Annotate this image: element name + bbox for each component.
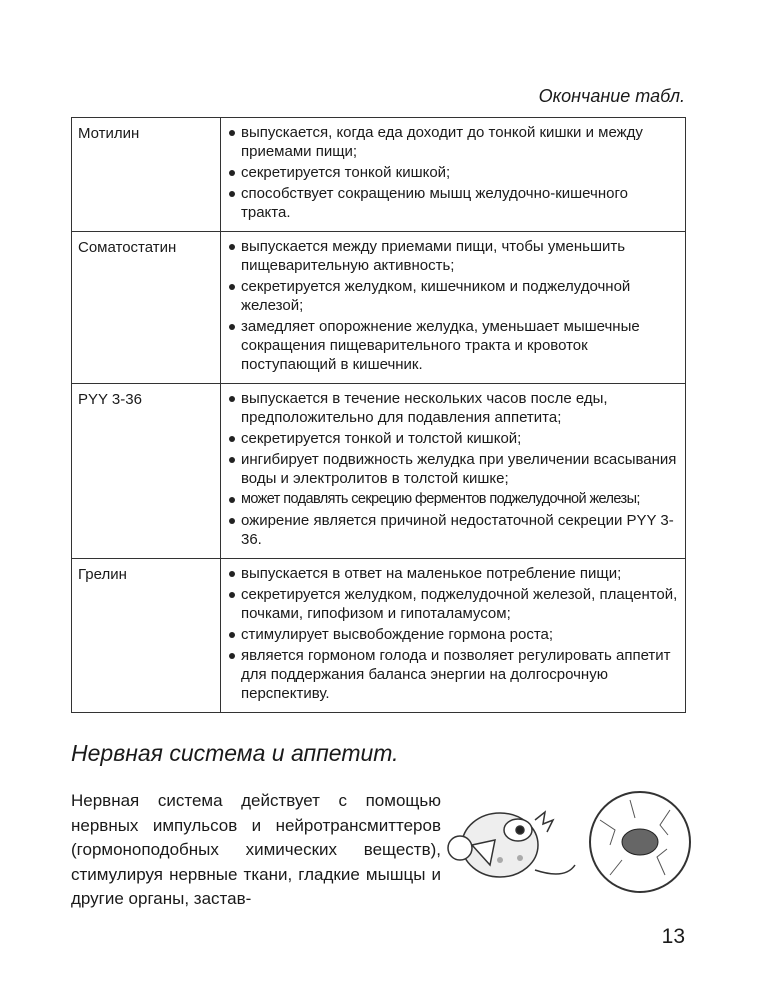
monster-illustration — [448, 812, 575, 877]
section-heading: Нервная система и аппетит. — [71, 740, 399, 766]
table-row — [72, 118, 686, 232]
list-item: выпускается, когда еда доходит до тонкой кишки и между приемами пищи; — [227, 123, 679, 161]
list-item: выпускается в ответ на маленькое потребление пищи; — [227, 564, 679, 583]
illustrations — [440, 790, 700, 905]
table-row — [72, 232, 686, 384]
list-item: ожирение является причиной недостаточной секреции PYY 3-36. — [227, 511, 679, 549]
hormone-description — [221, 384, 686, 559]
hormone-description — [221, 232, 686, 384]
list-item: секретируется желудком, поджелудочной железой, плацентой, почками, гипофизом и гипоталамусом; — [227, 585, 679, 623]
hormone-name: Грелин — [72, 559, 221, 713]
body-paragraph: Нервная система действует с помощью нервных импульсов и нейротрансмиттеров (гормоноподобных химических веществ), стимулируя нервные ткани, гладкие мышцы и другие органы, застав- — [71, 791, 441, 908]
list-item: является гормоном голода и позволяет регулировать аппетит для поддержания баланса энергии на долгосрочную перспективу. — [227, 646, 679, 703]
hormone-description — [221, 559, 686, 713]
hormone-name: Соматостатин — [72, 232, 221, 384]
list-item: секретируется желудком, кишечником и поджелудочной железой; — [227, 277, 679, 315]
hormone-description — [221, 118, 686, 232]
hormone-name: PYY 3-36 — [72, 384, 221, 559]
list-item: может подавлять секрецию ферментов поджелудочной железы; — [227, 490, 679, 509]
table-row — [72, 384, 686, 559]
list-item: стимулирует высвобождение гормона роста; — [227, 625, 679, 644]
list-item: выпускается между приемами пищи, чтобы уменьшить пищеварительную активность; — [227, 237, 679, 275]
list-item: секретируется тонкой и толстой кишкой; — [227, 429, 679, 448]
page-number: 13 — [661, 925, 685, 948]
hormone-name: Мотилин — [72, 118, 221, 232]
hormone-table — [71, 117, 686, 713]
list-item: ингибирует подвижность желудка при увеличении всасывания воды и электролитов в толстой кишке; — [227, 450, 679, 488]
brain-in-sphere-illustration — [590, 792, 690, 892]
table-continuation-caption: Окончание табл. — [538, 86, 685, 106]
list-item: секретируется тонкой кишкой; — [227, 163, 679, 182]
list-item: замедляет опорожнение желудка, уменьшает мышечные сокращения пищеварительного тракта и кровоток поступающий в кишечник. — [227, 317, 679, 374]
table-row — [72, 559, 686, 713]
list-item: выпускается в течение нескольких часов после еды, предположительно для подавления аппетита; — [227, 389, 679, 427]
list-item: способствует сокращению мышц желудочно-кишечного тракта. — [227, 184, 679, 222]
